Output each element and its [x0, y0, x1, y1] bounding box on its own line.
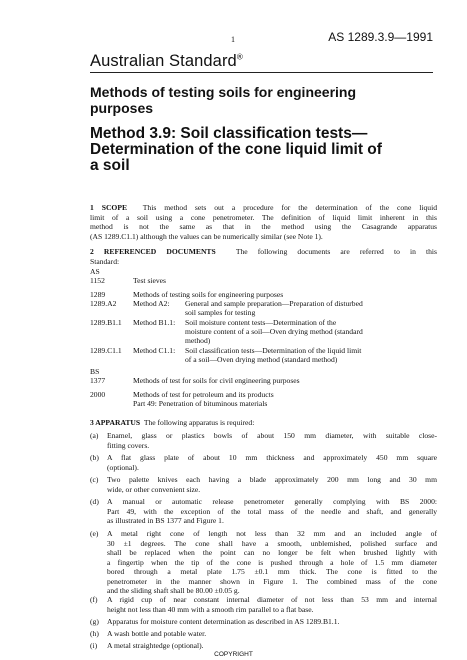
references-intro-text: Standard: — [90, 256, 120, 266]
ref-method: Method C1.1: — [133, 346, 176, 355]
method-title-line: Method 3.9: Soil classification tests— — [90, 125, 368, 142]
ref-title-line: Soil moisture content tests—Determination of the — [185, 318, 337, 327]
ref-title — [185, 346, 437, 364]
apparatus-intro — [90, 418, 437, 428]
scope-text: This method sets out a procedure for the determination of the cone liquid — [142, 203, 437, 212]
ref-method: Method B1.1: — [133, 318, 176, 327]
item-text: wide, or other convenient size. — [107, 484, 201, 494]
item-text: A flat glass plate of about 10 mm thickness and approximately 450 mm square — [107, 453, 437, 462]
scope-heading: 1 SCOPE — [90, 203, 128, 212]
item-text: 30 ±1 degrees. The cone shall have a smooth, unblemished, polished surface and — [107, 538, 437, 548]
item-text: a fingertip when the tip of the cone is pushed through a hole of 1.5 mm diameter — [107, 557, 437, 567]
item-text: A rigid cup of near constant internal diameter of not less than 53 mm and internal — [107, 595, 437, 604]
scope-text: (AS 1289.C1.1) although the values can be numerically similar (see Note 1). — [90, 231, 323, 241]
document-title — [90, 84, 435, 116]
item-text: A manual or automatic release penetrometer generally complying with BS 2000: — [107, 497, 437, 506]
item-text: (optional). — [107, 462, 139, 472]
ref-title-line: Methods of test for petroleum and its products — [133, 390, 274, 399]
item-label: (a) — [90, 431, 99, 440]
header-rule — [90, 72, 433, 73]
ref-group-bs: BS — [90, 367, 100, 376]
item-label: (g) — [90, 617, 99, 626]
ref-title-line: soil samples for testing — [185, 308, 256, 318]
references-heading: 2 REFERENCED DOCUMENTS — [90, 247, 216, 256]
scope-text: method is not the same as that in the method using the Casagrande apparatus — [90, 222, 437, 231]
ref-title — [133, 390, 274, 408]
item-text: as illustrated in BS 1377 and Figure 1. — [107, 516, 224, 525]
method-title-line: Determination of the cone liquid limit of — [90, 141, 382, 158]
ref-title: Methods of testing soils for engineering purposes — [133, 290, 284, 299]
ref-title-line: method) — [185, 336, 211, 346]
scope-text: limit of a soil using a cone penetrometer. The definition of liquid limit inherent in this — [90, 212, 437, 222]
title-line: Methods of testing soils for engineering — [90, 84, 357, 100]
item-text: and the sliding shaft shall be 80.00 ±0.05 g. — [107, 586, 240, 595]
ref-title-line: moisture content of a soil—Oven drying method (standard — [185, 327, 363, 337]
item-text: Apparatus for moisture content determination as described in AS 1289.B1.1. — [107, 617, 340, 626]
ref-title-line: of a soil—Oven drying method (standard method) — [185, 355, 338, 365]
item-text: A wash bottle and potable water. — [107, 629, 207, 638]
page-number: 1 — [231, 35, 235, 44]
ref-number: 1289.B1.1 — [90, 318, 122, 327]
item-text: shall be replaced when the point can no longer be felt when brushed lightly with — [107, 548, 437, 557]
ref-title: Methods of test for soils for civil engineering purposes — [133, 376, 300, 385]
ref-title-line: Part 49: Penetration of bituminous materials — [133, 399, 268, 409]
ref-number: 1152 — [90, 276, 105, 285]
registered-mark: ® — [236, 52, 243, 62]
item-text: height not less than 40 mm with a smooth rim parallel to a flat base. — [107, 604, 314, 614]
ref-title — [185, 318, 437, 346]
item-label: (i) — [90, 641, 98, 650]
ref-number: 1289 — [90, 290, 106, 299]
ref-method: Method A2: — [133, 299, 170, 308]
ref-number: 2000 — [90, 390, 106, 399]
item-text: bored through a metal plate 1.75 ±0.1 mm thick. The cone is fitted to the — [107, 567, 437, 576]
references-intro-text: The following documents are referred to in this — [235, 247, 437, 256]
scope-section — [90, 203, 437, 241]
item-text: A metal right cone of length not less than 32 mm and an included angle of — [107, 529, 437, 538]
ref-title-line: General and sample preparation—Preparation of disturbed — [185, 299, 363, 308]
document-id: AS 1289.3.9—1991 — [328, 30, 433, 44]
item-label: (h) — [90, 629, 99, 638]
ref-title — [185, 299, 437, 317]
item-label: (b) — [90, 453, 99, 462]
ref-number: 1289.A2 — [90, 299, 117, 308]
ref-title: Test sieves — [133, 276, 166, 285]
standard-name-text: Australian Standard — [90, 52, 237, 70]
method-title — [90, 126, 435, 174]
item-label: (f) — [90, 595, 98, 604]
title-line: purposes — [90, 100, 154, 116]
ref-group-as: AS — [90, 267, 100, 276]
copyright-footer: COPYRIGHT — [214, 651, 253, 658]
item-text: fitting covers. — [107, 440, 150, 450]
item-text: Part 49, with the exception of the total mass of the needle and shaft, and generally — [107, 506, 437, 516]
references-intro — [90, 247, 437, 266]
method-title-line: a soil — [90, 157, 130, 174]
standard-name — [90, 52, 243, 71]
item-text: Two palette knives each having a blade approximately 200 mm long and 30 mm — [107, 475, 437, 484]
ref-number: 1377 — [90, 376, 106, 385]
item-text: Enamel, glass or plastics bowls of about 150 mm diameter, with suitable close- — [107, 431, 437, 440]
ref-number: 1289.C1.1 — [90, 346, 122, 355]
item-text: A metal straightedge (optional). — [107, 641, 204, 650]
apparatus-heading: 3 APPARATUS — [90, 418, 141, 427]
item-label: (c) — [90, 475, 99, 484]
ref-title-line: Soil classification tests—Determination of the liquid limit — [185, 346, 362, 355]
item-label: (e) — [90, 529, 99, 538]
apparatus-intro-text: The following apparatus is required: — [143, 418, 255, 427]
item-text: penetrometer in the manner shown in Figure 1. The combined mass of the cone — [107, 576, 437, 586]
item-label: (d) — [90, 497, 99, 506]
